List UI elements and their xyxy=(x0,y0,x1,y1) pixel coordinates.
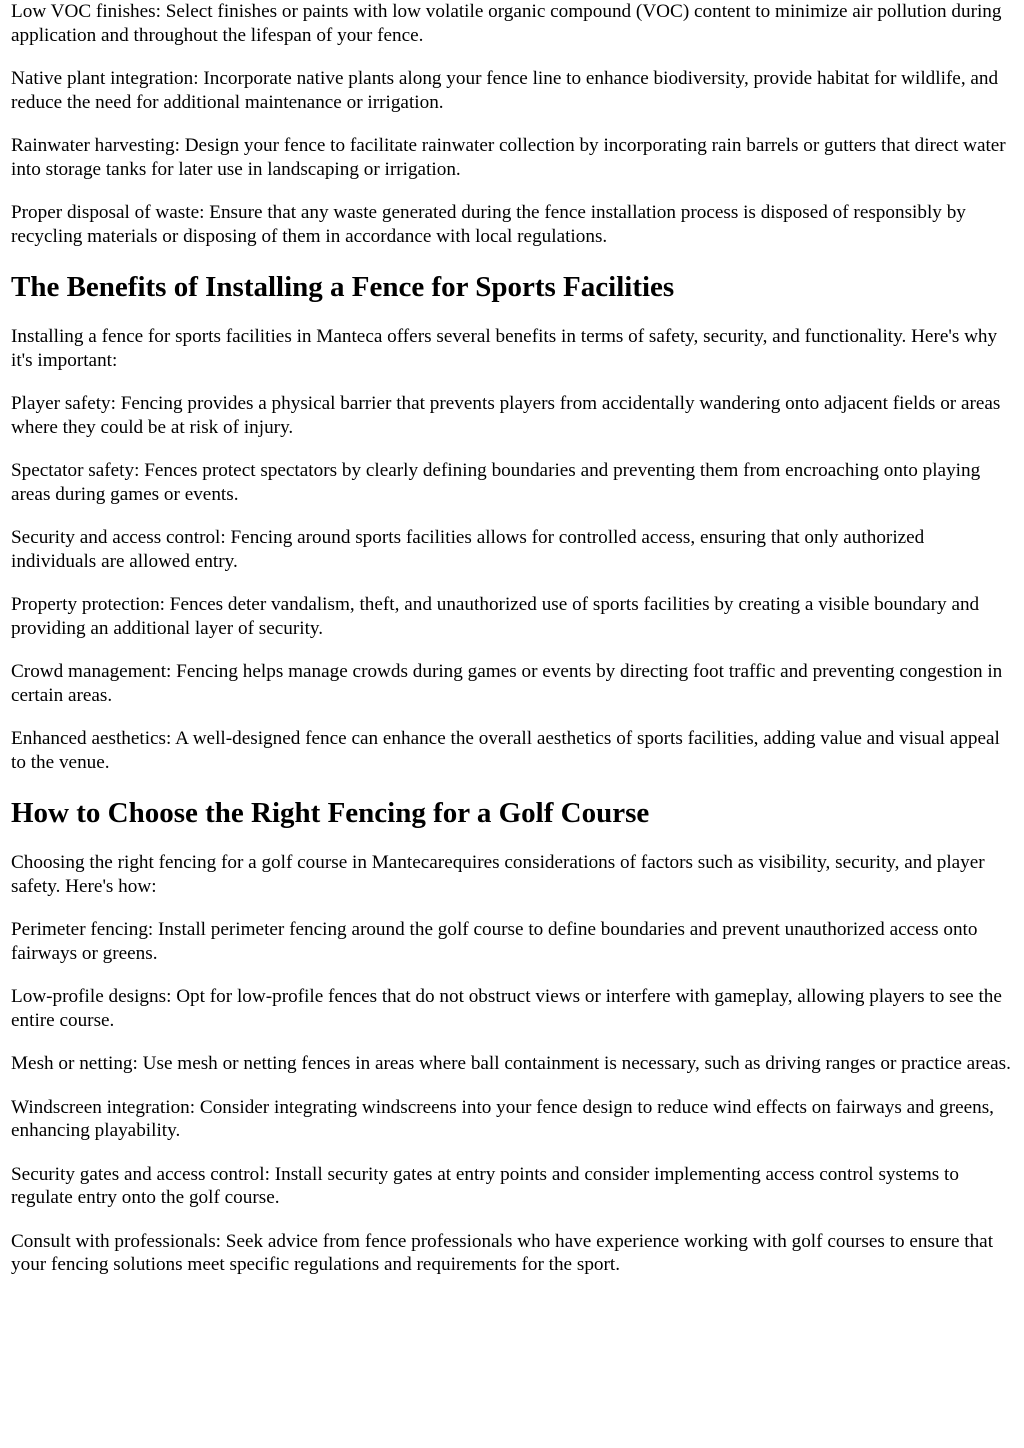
heading-sports-facilities: The Benefits of Installing a Fence for Sports Facilities xyxy=(11,271,675,303)
paragraph-spectator-safety: Spectator safety: Fences protect spectators by clearly defining boundaries and preventing them from encroaching onto playing areas during games or events. xyxy=(11,460,981,505)
heading-golf-course: How to Choose the Right Fencing for a Golf Course xyxy=(11,797,650,829)
paragraph-mesh-netting: Mesh or netting: Use mesh or netting fences in areas where ball containment is necessary, such as driving ranges or practice areas. xyxy=(11,1053,1011,1074)
paragraph-security-gates: Security gates and access control: Install security gates at entry points and consider implementing access control systems to regulate entry onto the golf course. xyxy=(11,1163,959,1208)
paragraph-rainwater: Rainwater harvesting: Design your fence to facilitate rainwater collection by incorporating rain barrels or gutters that direct water into storage tanks for later use in landscaping or irrigation. xyxy=(11,135,1006,180)
paragraph-low-voc: Low VOC finishes: Select finishes or paints with low volatile organic compound (VOC) content to minimize air pollution during application and throughout the lifespan of your fence. xyxy=(11,1,1002,46)
paragraph-enhanced-aesthetics: Enhanced aesthetics: A well-designed fence can enhance the overall aesthetics of sports facilities, adding value and visual appeal to the venue. xyxy=(11,728,1000,773)
paragraph-low-profile: Low-profile designs: Opt for low-profile fences that do not obstruct views or interfere with gameplay, allowing players to see the entire course. xyxy=(11,986,1002,1031)
paragraph-waste-disposal: Proper disposal of waste: Ensure that any waste generated during the fence installation process is disposed of responsibly by recycling materials or disposing of them in accordance with local regulations. xyxy=(11,202,966,247)
paragraph-consult-professionals: Consult with professionals: Seek advice from fence professionals who have experience working with golf courses to ensure that your fencing solutions meet specific regulations and requirements for the sport. xyxy=(11,1230,994,1275)
paragraph-native-plant: Native plant integration: Incorporate native plants along your fence line to enhance biodiversity, provide habitat for wildlife, and reduce the need for additional maintenance or irrigation. xyxy=(11,68,999,113)
paragraph-perimeter-fencing: Perimeter fencing: Install perimeter fencing around the golf course to define boundaries and prevent unauthorized access onto fairways or greens. xyxy=(11,919,978,964)
paragraph-player-safety: Player safety: Fencing provides a physical barrier that prevents players from accidentally wandering onto adjacent fields or areas where they could be at risk of injury. xyxy=(11,393,1001,438)
paragraph-golf-intro: Choosing the right fencing for a golf course in Mantecarequires considerations of factors such as visibility, security, and player safety. Here's how: xyxy=(11,852,985,897)
paragraph-property-protection: Property protection: Fences deter vandalism, theft, and unauthorized use of sports facilities by creating a visible boundary and providing an additional layer of security. xyxy=(11,594,980,639)
paragraph-crowd-management: Crowd management: Fencing helps manage crowds during games or events by directing foot traffic and preventing congestion in certain areas. xyxy=(11,661,1003,706)
paragraph-windscreen: Windscreen integration: Consider integrating windscreens into your fence design to reduce wind effects on fairways and greens, enhancing playability. xyxy=(11,1096,994,1141)
paragraph-sports-intro: Installing a fence for sports facilities in Manteca offers several benefits in terms of safety, security, and functionality. Here's why it's important: xyxy=(11,326,998,371)
paragraph-security-access: Security and access control: Fencing around sports facilities allows for controlled access, ensuring that only authorized individuals are allowed entry. xyxy=(11,527,925,572)
